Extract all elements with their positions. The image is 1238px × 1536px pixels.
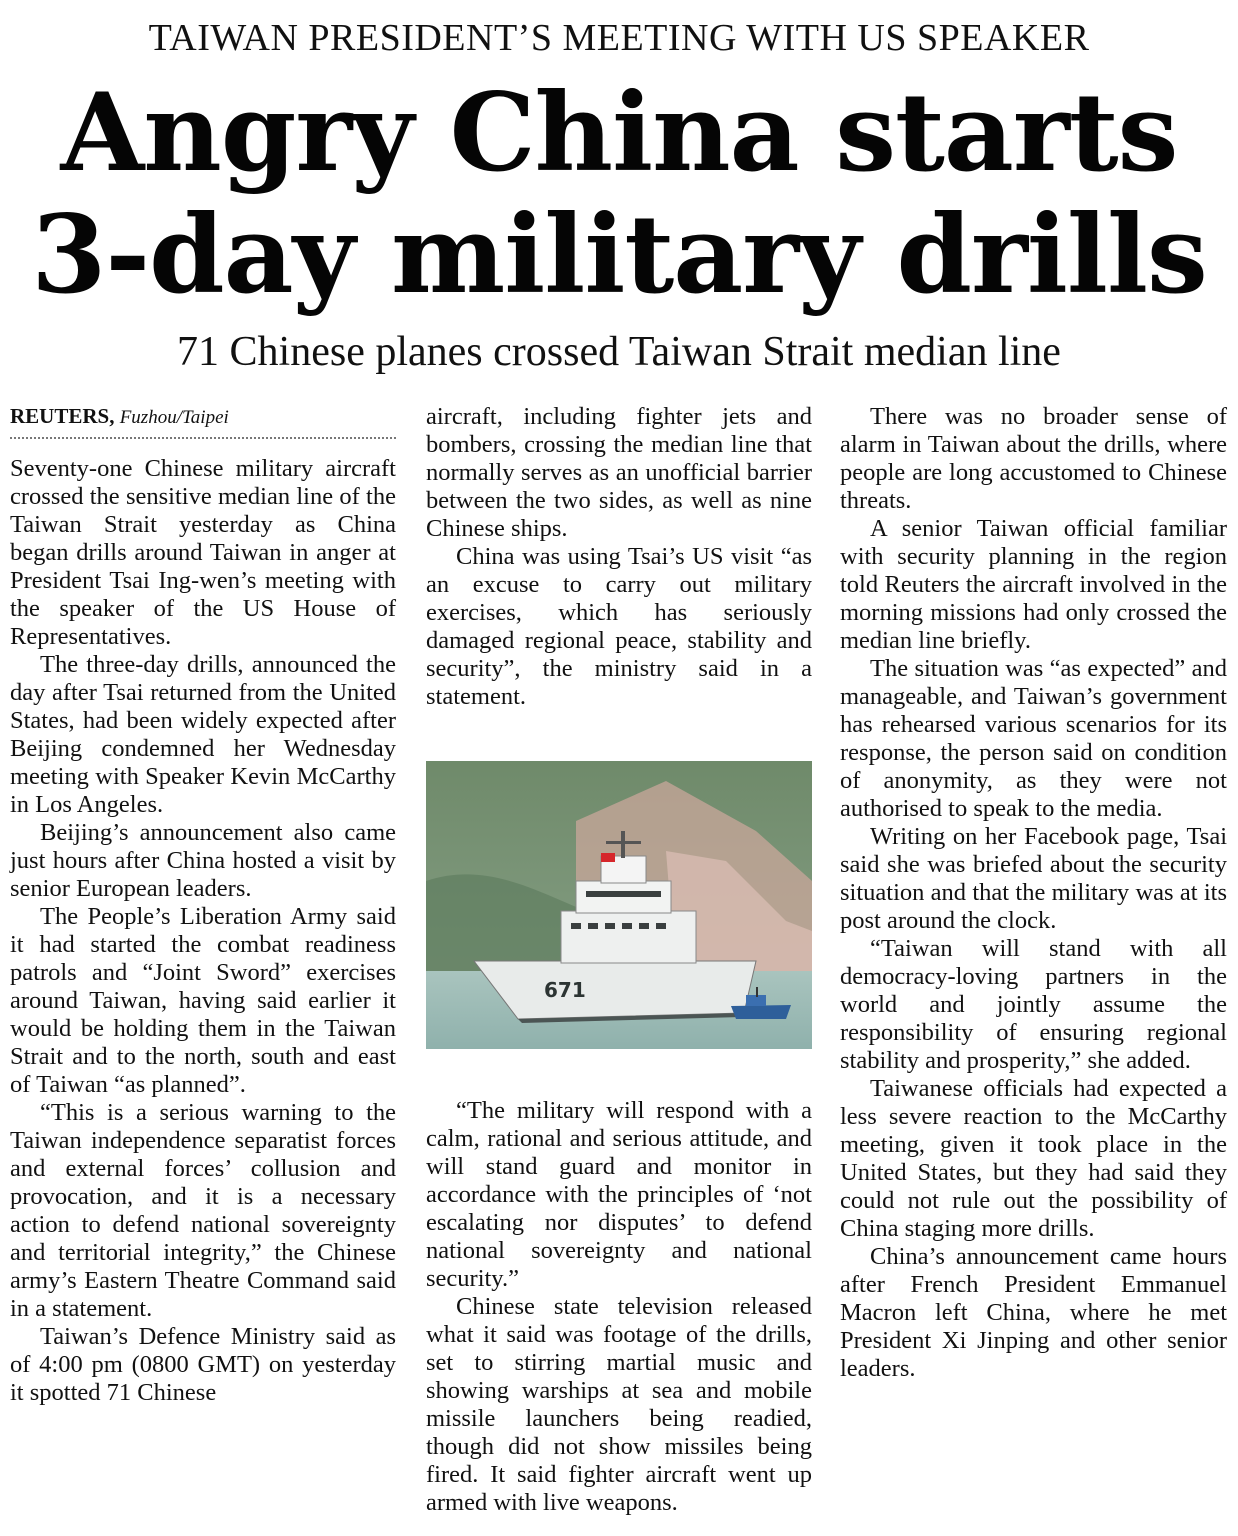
paragraph: Taiwanese officials had expected a less severe reaction to the McCarthy meeting, given it took place in the United States, but they had said they could not rule out the possibility of China staging more drills.: [840, 1075, 1227, 1242]
paragraph: China was using Tsai’s US visit “as an excuse to carry out military exercises, which has seriously damaged regional peace, stability and security”, the ministry said in a statement.: [426, 543, 812, 710]
paragraph: Chinese state television released what it said was footage of the drills, set to stirring martial music and showing warships at sea and mobile missile launchers being readied, though did not show missiles being fired. It said fighter aircraft went up armed with live weapons.: [426, 1293, 812, 1516]
byline: [10, 403, 396, 439]
paragraph: A senior Taiwan official familiar with security planning in the region told Reuters the aircraft involved in the morning missions had only crossed the median line briefly.: [840, 515, 1227, 654]
byline-location: Fuzhou/Taipei: [119, 407, 229, 428]
column-2: [426, 403, 812, 1517]
paragraph: There was no broader sense of alarm in Taiwan about the drills, where people are long accustomed to Chinese threats.: [840, 403, 1227, 514]
paragraph: Seventy-one Chinese military aircraft crossed the sensitive median line of the Taiwan Strait yesterday as China began drills around Taiwan in anger at President Tsai Ing-wen’s meeting with the speaker of the US House of Representatives.: [10, 455, 396, 650]
column-3: [840, 403, 1227, 1383]
byline-agency: REUTERS,: [10, 404, 115, 428]
headline-line-2: 3-day military drills: [31, 192, 1207, 318]
kicker: TAIWAN PRESIDENT’S MEETING WITH US SPEAKER: [148, 17, 1090, 59]
paragraph: China’s announcement came hours after French President Emmanuel Macron left China, where he met President Xi Jinping and other senior leaders.: [840, 1243, 1227, 1382]
paragraph: aircraft, including fighter jets and bombers, crossing the median line that normally serves as an unofficial barrier between the two sides, as well as nine Chinese ships.: [426, 403, 812, 542]
paragraph: “The military will respond with a calm, rational and serious attitude, and will stand guard and monitor in accordance with the principles of ‘not escalating nor disputes’ to defend national sovereignty and national security.”: [426, 1097, 812, 1292]
paragraph: Writing on her Facebook page, Tsai said she was briefed about the security situation and that the military was at its post around the clock.: [840, 823, 1227, 934]
paragraph: “This is a serious warning to the Taiwan independence separatist forces and external forces’ collusion and provocation, and it is a necessary action to defend national sovereignty and territorial integrity,” the Chinese army’s Eastern Theatre Command said in a statement.: [10, 1099, 396, 1322]
paragraph: “Taiwan will stand with all democracy-loving partners in the world and jointly assume the responsibility of ensuring regional stability and prosperity,” she added.: [840, 935, 1227, 1074]
headline-line-1: Angry China starts: [60, 70, 1178, 196]
paragraph: Taiwan’s Defence Ministry said as of 4:00 pm (0800 GMT) on yesterday it spotted 71 Chinese: [10, 1323, 396, 1406]
warship-illustration: [426, 761, 812, 1049]
paragraph: Beijing’s announcement also came just hours after China hosted a visit by senior European leaders.: [10, 819, 396, 902]
headline: [0, 72, 1238, 316]
column-1: [10, 403, 396, 1407]
paragraph: The People’s Liberation Army said it had started the combat readiness patrols and “Joint Sword” exercises around Taiwan, having said earlier it would be holding them in the Taiwan Strait and to the north, south and east of Taiwan “as planned”.: [10, 903, 396, 1098]
hull-number: 671: [544, 978, 586, 1002]
paragraph: The situation was “as expected” and manageable, and Taiwan’s government has rehearsed various scenarios for its response, the person said on condition of anonymity, as they were not authorised to speak to the media.: [840, 655, 1227, 822]
warship-photo: [426, 761, 812, 1049]
paragraph: The three-day drills, announced the day after Tsai returned from the United States, had been widely expected after Beijing condemned her Wednesday meeting with Speaker Kevin McCarthy in Los Angeles.: [10, 651, 396, 818]
subheadline: 71 Chinese planes crossed Taiwan Strait median line: [177, 329, 1061, 375]
